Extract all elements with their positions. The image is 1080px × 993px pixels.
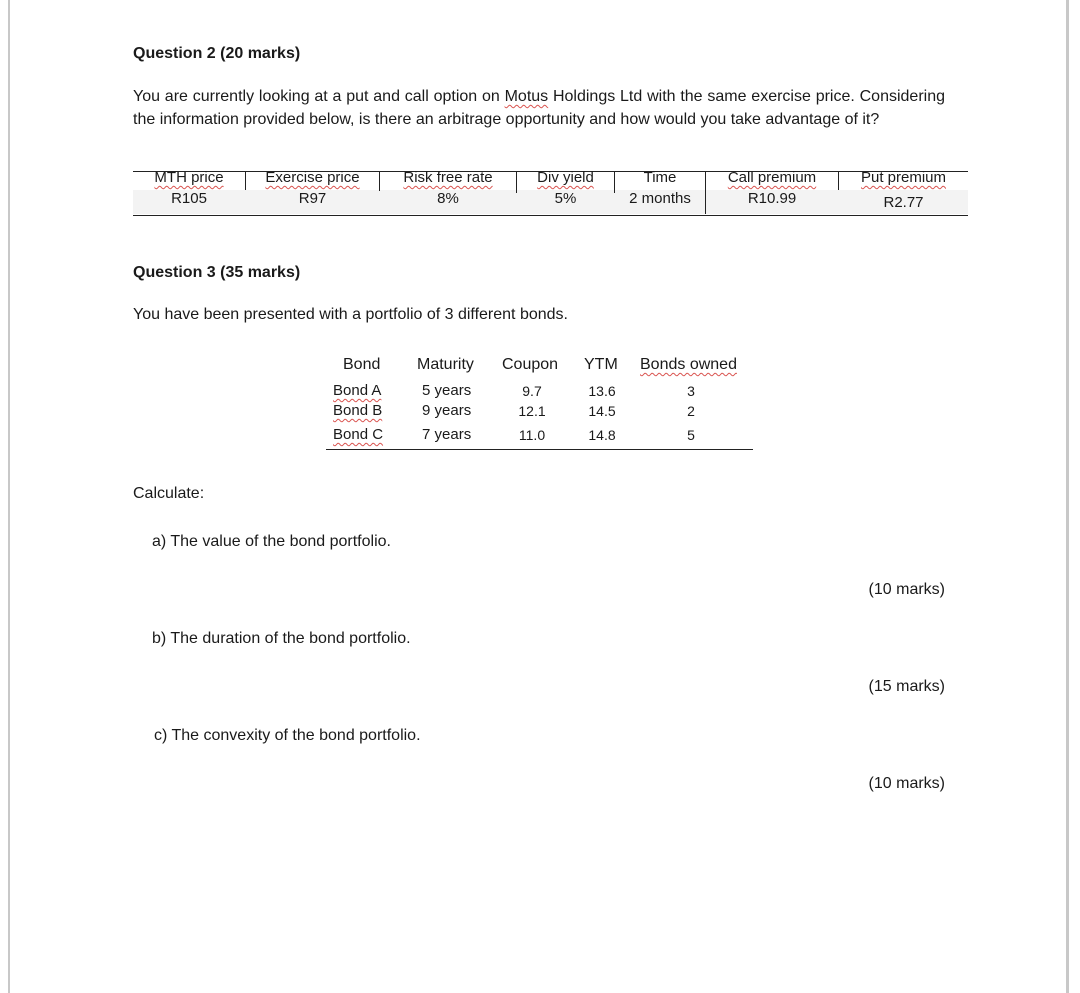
page-edge-right — [1066, 0, 1069, 993]
header-coupon: Coupon — [502, 356, 559, 373]
header-div-yield: Div yield — [537, 169, 594, 186]
page-edge-left — [8, 0, 10, 993]
bond-maturity: 7 years — [422, 426, 472, 443]
header-exercise-price: Exercise price — [265, 169, 360, 186]
question-3-intro: You have been presented with a portfolio of 3 different bonds. — [133, 306, 568, 323]
bond-ytm: 14.8 — [588, 427, 616, 443]
bond-owned: 3 — [687, 383, 695, 399]
bond-ytm: 14.5 — [588, 403, 616, 419]
header-bond: Bond — [343, 356, 381, 373]
question-2-text-after: Holdings Ltd with the same exercise price. Considering the information provided below, is there an arbitrage opportunity and how would you take advantage of it? — [133, 88, 946, 128]
question-3-heading: Question 3 (35 marks) — [133, 264, 301, 281]
table-bottom-rule — [133, 215, 968, 216]
value-risk-free-rate: 8% — [437, 190, 459, 207]
calculate-label: Calculate: — [133, 485, 205, 502]
part-a-text: a) The value of the bond portfolio. — [152, 533, 391, 550]
bond-coupon: 9.7 — [522, 383, 542, 399]
question-2-text-before: You are currently looking at a put and call option on — [133, 88, 505, 105]
header-call-premium: Call premium — [727, 169, 817, 186]
value-call-premium: R10.99 — [747, 190, 797, 207]
header-put-premium: Put premium — [860, 169, 947, 186]
part-b-text: b) The duration of the bond portfolio. — [152, 630, 411, 647]
bond-maturity: 5 years — [422, 382, 472, 399]
company-name: Motus — [504, 88, 549, 105]
header-ytm: YTM — [584, 356, 618, 373]
bond-name: Bond B — [333, 402, 383, 419]
bond-coupon: 12.1 — [518, 403, 546, 419]
value-mth-price: R105 — [171, 190, 207, 207]
part-c-text: c) The convexity of the bond portfolio. — [154, 727, 421, 744]
bond-name: Bond C — [333, 426, 384, 443]
table-bottom-rule — [326, 449, 753, 450]
bond-ytm: 13.6 — [588, 383, 616, 399]
header-mth-price: MTH price — [154, 169, 224, 186]
header-bonds-owned: Bonds owned — [640, 356, 737, 373]
bond-owned: 5 — [687, 427, 695, 443]
bond-name: Bond A — [333, 382, 382, 399]
value-div-yield: 5% — [554, 190, 577, 207]
bond-owned: 2 — [687, 403, 695, 419]
question-2-heading: Question 2 (20 marks) — [133, 45, 301, 62]
header-maturity: Maturity — [417, 356, 474, 373]
bond-portfolio-table — [326, 352, 753, 450]
value-put-premium: R2.77 — [883, 194, 924, 211]
option-data-table — [133, 168, 968, 216]
header-risk-free-rate: Risk free rate — [403, 169, 493, 186]
question-2-paragraph — [133, 85, 945, 131]
value-time: 2 months — [629, 190, 691, 207]
part-a-marks: (10 marks) — [868, 581, 945, 598]
part-c-marks: (10 marks) — [868, 775, 945, 792]
value-exercise-price: R97 — [298, 190, 327, 207]
bond-coupon: 11.0 — [518, 427, 546, 443]
bond-maturity: 9 years — [422, 402, 472, 419]
header-time: Time — [643, 169, 677, 186]
part-b-marks: (15 marks) — [868, 678, 945, 695]
